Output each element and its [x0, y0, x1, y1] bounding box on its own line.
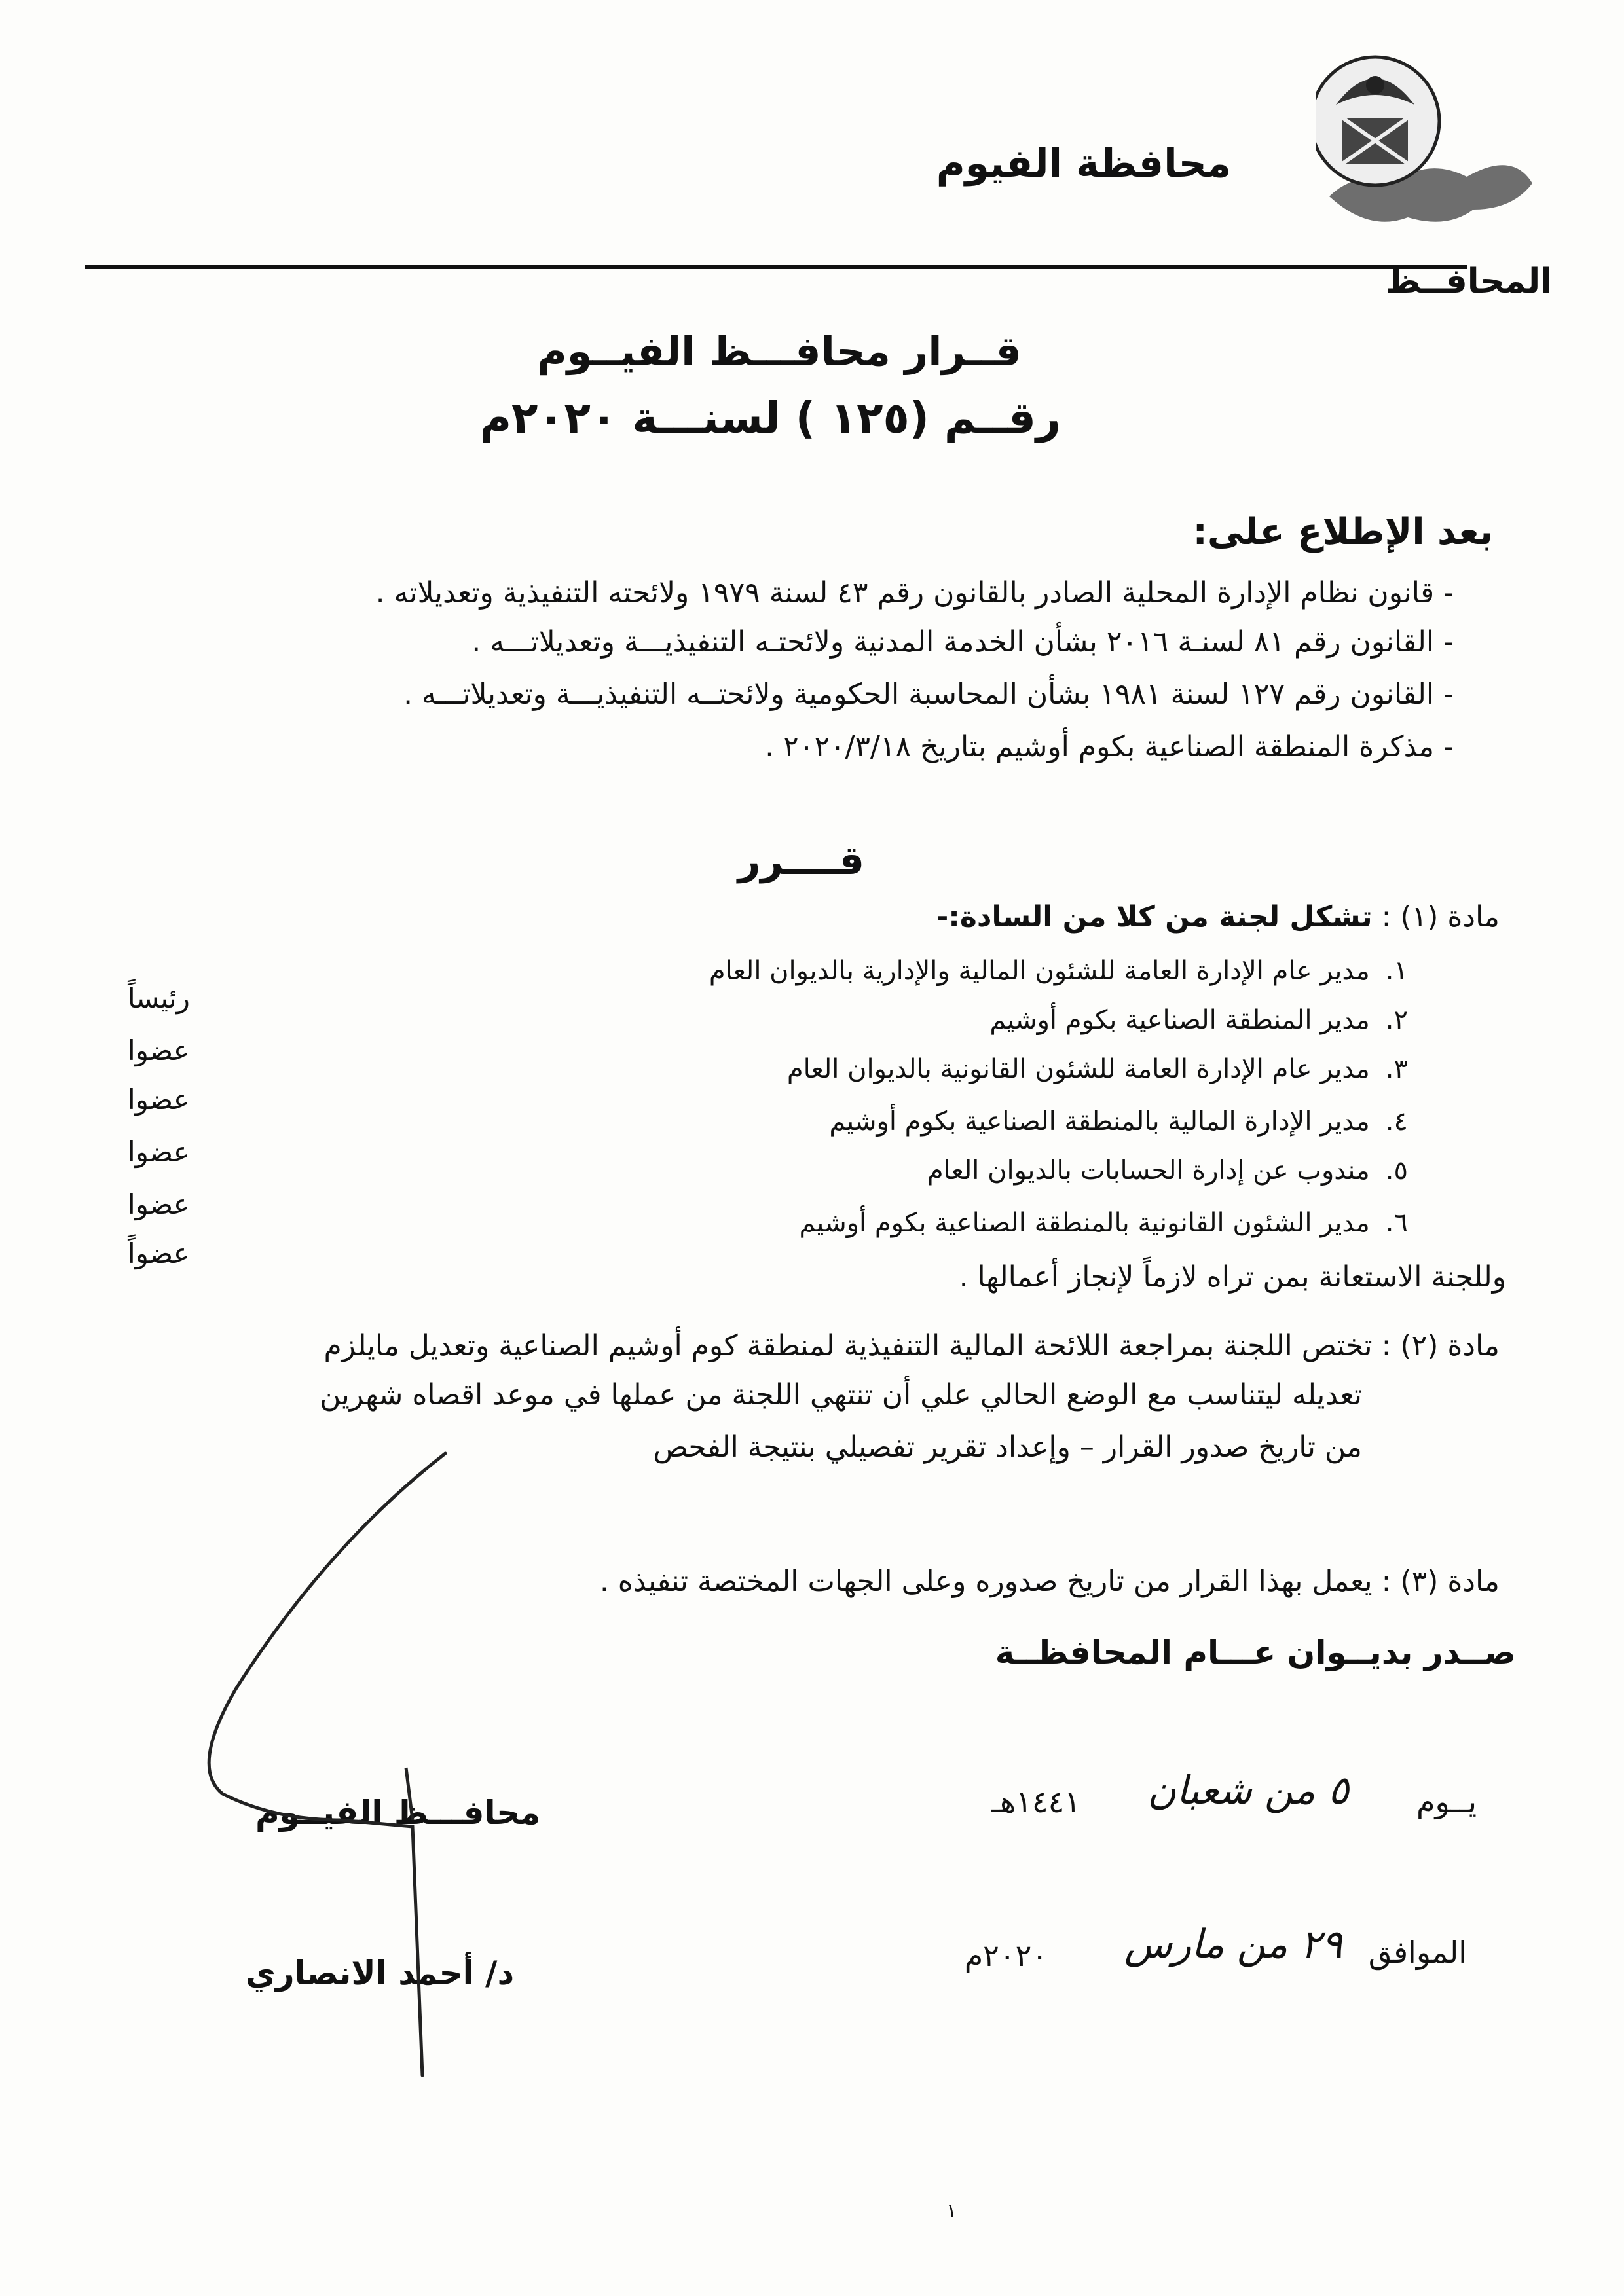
signatory-title: محافـــظ الفيــوم [255, 1794, 541, 1832]
hijri-year: ١٤٤١هـ [991, 1784, 1080, 1819]
member-row [829, 1106, 1408, 1137]
hijri-day-prefix: يــوم [1416, 1784, 1477, 1819]
member-row [800, 1208, 1409, 1238]
member-row [709, 956, 1408, 986]
gregorian-year: ٢٠٢٠م [964, 1938, 1048, 1973]
article-1-closing: وللجنة الاستعانة بمن تراه لازماً لإنجاز أعمالها . [959, 1260, 1506, 1294]
preamble-item: - قانون نظام الإدارة المحلية الصادر بالقانون رقم ٤٣ لسنة ١٩٧٩ ولائحته التنفيذية وتعديلاته . [375, 576, 1454, 610]
member-role: عضوا [128, 1034, 190, 1066]
governorate-name: محافظة الفيوم [936, 141, 1231, 187]
member-number: ٢. [1385, 1005, 1408, 1035]
member-number: ٣. [1385, 1054, 1408, 1084]
article-2-line-1 [324, 1329, 1500, 1362]
article-3-text: يعمل بهذا القرار من تاريخ صدوره وعلى الجهات المختصة تنفيذه . [599, 1565, 1373, 1598]
page-mark: ١ [946, 2200, 957, 2223]
member-name: مندوب عن إدارة الحسابات بالديوان العام [927, 1156, 1370, 1186]
member-name: مدير عام الإدارة العامة للشئون القانونية بالديوان العام [786, 1054, 1370, 1084]
member-row [927, 1156, 1408, 1186]
preamble-heading: بعد الإطلاع على: [1192, 511, 1493, 553]
member-number: ٦. [1385, 1208, 1408, 1238]
decided-heading: قــــرر [737, 838, 864, 884]
member-role: عضوا [128, 1188, 190, 1220]
governorate-logo [1316, 46, 1539, 236]
article-2-line-2: تعديله ليتناسب مع الوضع الحالي علي أن تنتهي اللجنة من عملها في موعد اقصاه شهرين [320, 1378, 1362, 1412]
gregorian-prefix: الموافق [1368, 1935, 1467, 1970]
article-3-label: مادة (٣) : [1381, 1565, 1500, 1598]
article-2-text: تختص اللجنة بمراجعة اللائحة المالية التنفيذية لمنطقة كوم أوشيم الصناعية وتعديل مايلزم [323, 1329, 1373, 1362]
hijri-handwritten-date: ٥ من شعبان [1147, 1768, 1349, 1813]
article-3 [600, 1565, 1500, 1598]
preamble-item: - القانون رقم ٨١ لسنـة ٢٠١٦ بشأن الخدمة المدنية ولائحتـه التنفيذيـــة وتعديلاتـــه . [471, 625, 1454, 659]
article-2-label: مادة (٢) : [1381, 1329, 1500, 1362]
member-row [787, 1054, 1408, 1084]
preamble-item: - القانون رقم ١٢٧ لسنة ١٩٨١ بشأن المحاسبة الحكومية ولائحتــه التنفيذيـــة وتعديلاتـــه . [403, 678, 1454, 711]
issued-at: صــدر بديــوان عـــام المحافظــة [995, 1633, 1516, 1671]
article-1-header [936, 900, 1500, 934]
member-row [989, 1005, 1408, 1035]
member-role: عضوا [128, 1136, 190, 1168]
preamble-item: - مذكرة المنطقة الصناعية بكوم أوشيم بتاريخ ٢٠٢٠/٣/١٨ . [765, 730, 1454, 763]
article-2-line-3: من تاريخ صدور القرار – وإعداد تقرير تفصيلي بنتيجة الفحص [653, 1430, 1362, 1464]
member-role: رئيساً [128, 982, 190, 1014]
member-number: ١. [1385, 956, 1408, 986]
decision-title: قــرار محافـــظ الفيــوم [537, 327, 1022, 375]
member-role: عضوا [128, 1084, 190, 1116]
decision-number: رقــم (١٢٥ ) لسنـــة ٢٠٢٠م [479, 393, 1061, 443]
member-name: مدير الشئون القانونية بالمنطقة الصناعية بكوم أوشيم [799, 1208, 1370, 1238]
gregorian-handwritten-date: ٢٩ من مارس [1124, 1922, 1342, 1967]
office-label: المحافــظ [1385, 262, 1552, 301]
handwritten-signature [196, 1427, 498, 2095]
article-1-label: مادة (١) : [1381, 900, 1500, 934]
member-name: مدير الإدارة المالية بالمنطقة الصناعية بكوم أوشيم [829, 1106, 1370, 1137]
member-role: عضواً [128, 1237, 190, 1269]
member-number: ٥. [1385, 1156, 1408, 1186]
signatory-name: د/ أحمد الانصاري [246, 1954, 515, 1992]
member-name: مدير عام الإدارة العامة للشئون المالية والإدارية بالديوان العام [709, 956, 1370, 986]
article-1-heading: تشكل لجنة من كلا من السادة:- [936, 900, 1373, 934]
header-divider [85, 265, 1467, 269]
member-name: مدير المنطقة الصناعية بكوم أوشيم [989, 1005, 1370, 1035]
member-number: ٤. [1385, 1106, 1408, 1137]
